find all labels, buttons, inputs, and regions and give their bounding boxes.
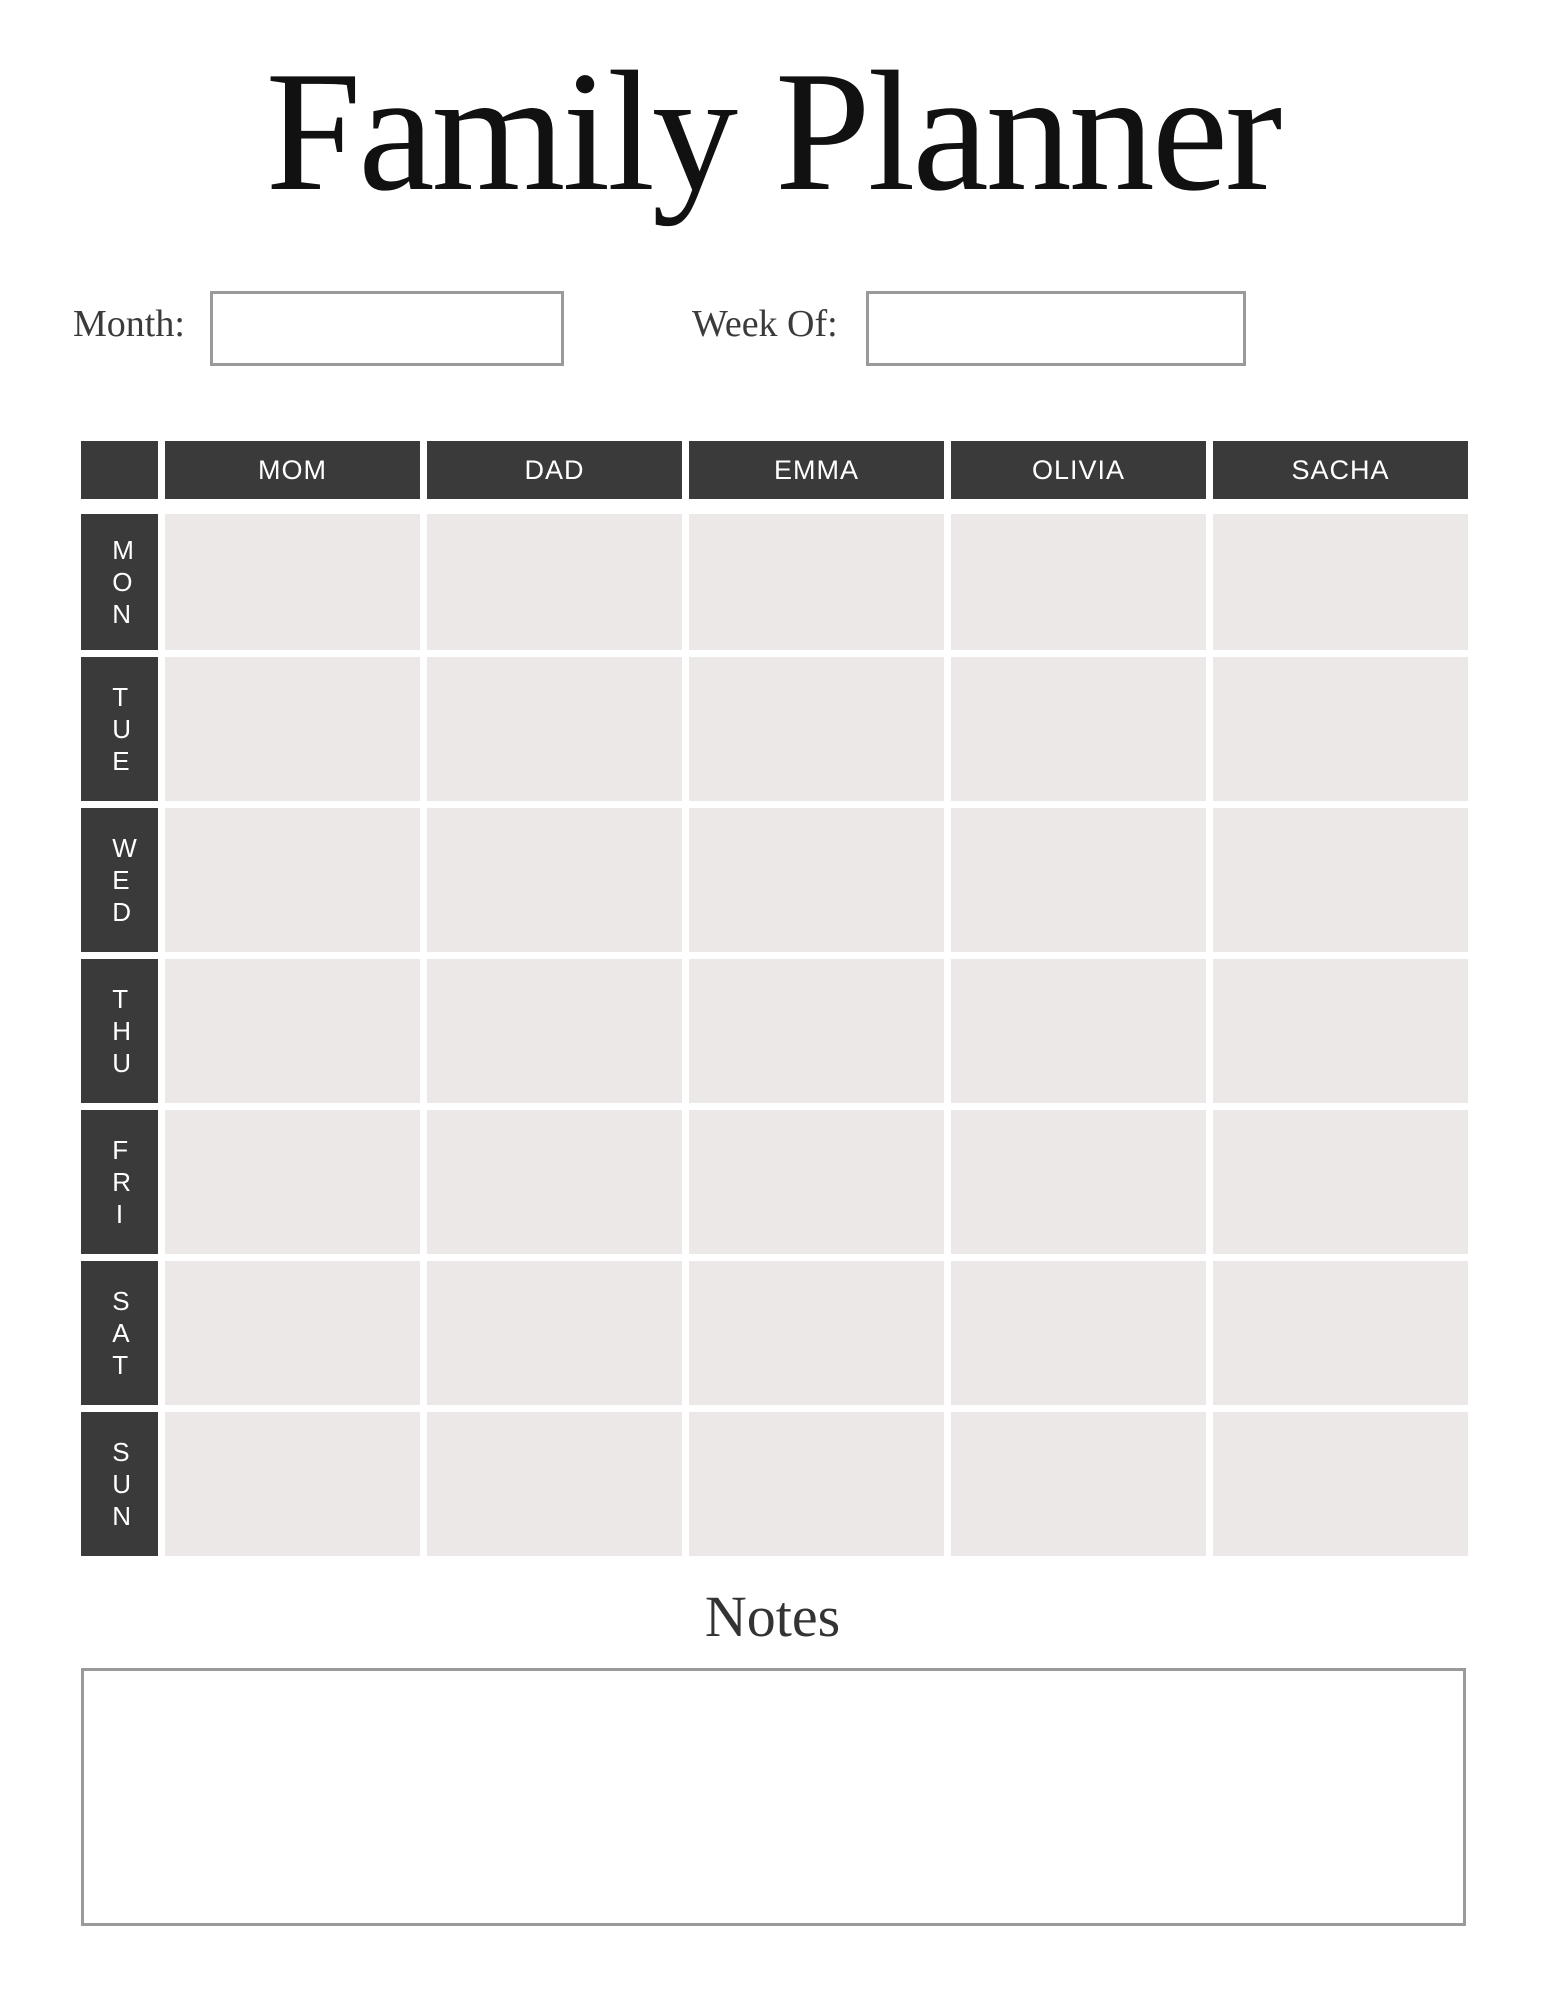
cell-sun-sacha[interactable] (1213, 1412, 1468, 1556)
cell-sat-emma[interactable] (689, 1261, 944, 1405)
day-text-sun: SUN (112, 1437, 132, 1531)
cell-fri-sacha[interactable] (1213, 1110, 1468, 1254)
member-header-dad: DAD (427, 441, 682, 499)
cell-thu-sacha[interactable] (1213, 959, 1468, 1103)
cell-thu-emma[interactable] (689, 959, 944, 1103)
month-input[interactable] (210, 291, 564, 366)
cell-thu-mom[interactable] (165, 959, 420, 1103)
cell-tue-dad[interactable] (427, 657, 682, 801)
cell-fri-dad[interactable] (427, 1110, 682, 1254)
cell-fri-olivia[interactable] (951, 1110, 1206, 1254)
cell-wed-emma[interactable] (689, 808, 944, 952)
member-header-mom: MOM (165, 441, 420, 499)
cell-fri-mom[interactable] (165, 1110, 420, 1254)
member-header-emma: EMMA (689, 441, 944, 499)
cell-mon-sacha[interactable] (1213, 514, 1468, 650)
cell-sun-dad[interactable] (427, 1412, 682, 1556)
cell-sat-olivia[interactable] (951, 1261, 1206, 1405)
day-label-mon (81, 514, 158, 650)
day-label-wed (81, 808, 158, 952)
day-text-mon: MON (112, 535, 134, 629)
cell-tue-mom[interactable] (165, 657, 420, 801)
week-of-label: Week Of: (692, 303, 838, 345)
cell-thu-olivia[interactable] (951, 959, 1206, 1103)
member-header-sacha: SACHA (1213, 441, 1468, 499)
planner-grid (81, 441, 1466, 1556)
cell-sat-sacha[interactable] (1213, 1261, 1468, 1405)
cell-wed-dad[interactable] (427, 808, 682, 952)
cell-mon-mom[interactable] (165, 514, 420, 650)
cell-mon-emma[interactable] (689, 514, 944, 650)
month-label: Month: (73, 303, 185, 345)
grid-corner-cell (81, 441, 158, 499)
cell-tue-sacha[interactable] (1213, 657, 1468, 801)
cell-sat-mom[interactable] (165, 1261, 420, 1405)
notes-title: Notes (704, 1584, 841, 1649)
cell-sun-mom[interactable] (165, 1412, 420, 1556)
day-text-tue: TUE (112, 682, 132, 776)
cell-sun-emma[interactable] (689, 1412, 944, 1556)
week-of-input[interactable] (866, 291, 1246, 366)
cell-fri-emma[interactable] (689, 1110, 944, 1254)
day-label-sat (81, 1261, 158, 1405)
day-label-tue (81, 657, 158, 801)
day-text-sat: SAT (112, 1286, 130, 1380)
cell-sat-dad[interactable] (427, 1261, 682, 1405)
day-text-fri: FRI (112, 1135, 132, 1229)
cell-wed-mom[interactable] (165, 808, 420, 952)
cell-mon-dad[interactable] (427, 514, 682, 650)
notes-input[interactable] (81, 1668, 1466, 1926)
member-header-olivia: OLIVIA (951, 441, 1206, 499)
day-text-thu: THU (112, 984, 132, 1078)
cell-sun-olivia[interactable] (951, 1412, 1206, 1556)
cell-mon-olivia[interactable] (951, 514, 1206, 650)
cell-thu-dad[interactable] (427, 959, 682, 1103)
cell-tue-olivia[interactable] (951, 657, 1206, 801)
cell-wed-olivia[interactable] (951, 808, 1206, 952)
day-text-wed: WED (112, 833, 137, 927)
page-title: Family Planner (265, 37, 1280, 227)
cell-tue-emma[interactable] (689, 657, 944, 801)
cell-wed-sacha[interactable] (1213, 808, 1468, 952)
day-label-sun (81, 1412, 158, 1556)
day-label-fri (81, 1110, 158, 1254)
day-label-thu (81, 959, 158, 1103)
